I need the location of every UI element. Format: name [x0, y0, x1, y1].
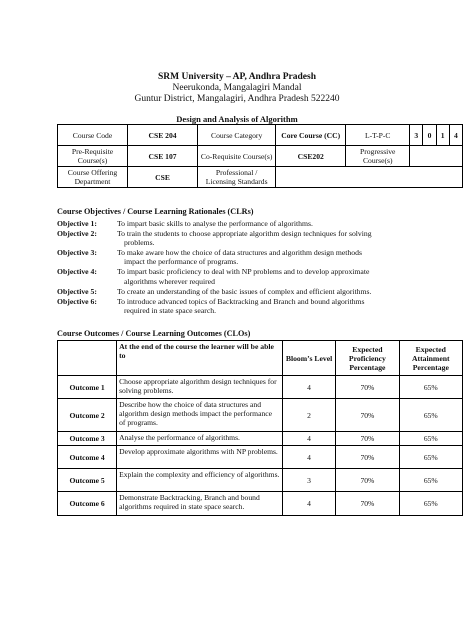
outcome-attainment: 65% [399, 492, 462, 516]
ltpc-label: L-T-P-C [346, 125, 410, 146]
objective-text-cont: problems. [124, 238, 155, 248]
outcome-level: 4 [282, 446, 335, 469]
outcome-attainment: 65% [399, 399, 462, 432]
ltpc-l: 3 [410, 125, 423, 146]
outcome-proficiency: 70% [336, 492, 399, 516]
table-row [58, 146, 463, 167]
objective-text: To train the students to choose appropriate algorithm design techniques for solving [117, 229, 372, 238]
ltpc-p: 1 [436, 125, 449, 146]
table-row [58, 432, 463, 446]
outcome-description: Describe how the choice of data structures and algorithm design methods impact the performance of programs. [117, 399, 283, 432]
objectives-heading: Course Objectives / Course Learning Rationales (CLRs) [57, 207, 254, 216]
table-header-row [58, 341, 463, 376]
outcome-proficiency: 70% [336, 446, 399, 469]
outcome-level: 4 [282, 376, 335, 399]
coreq-value: CSE202 [276, 146, 346, 167]
list-item [57, 248, 467, 266]
list-item [57, 287, 467, 296]
objective-text: To introduce advanced topics of Backtracking and Branch and bound algorithms [117, 296, 365, 306]
outcome-label: Outcome 6 [58, 492, 117, 516]
objective-label: Objective 6: [57, 296, 97, 306]
table-row [58, 167, 463, 188]
progressive-label: Progressive Course(s) [346, 146, 410, 167]
objective-text: To create an understanding of the basic issues of complex and efficient algorithms. [117, 286, 372, 296]
table-row [58, 399, 463, 432]
objective-text: To impart basic proficiency to deal with NP problems and to develop approximate [117, 267, 370, 277]
outcomes-table [57, 340, 463, 516]
objective-label: Objective 1: [57, 219, 97, 228]
outcome-proficiency: 70% [336, 469, 399, 492]
outcome-label: Outcome 1 [58, 376, 117, 399]
outcome-attainment: 65% [399, 376, 462, 399]
standards-value [276, 167, 463, 188]
outcome-proficiency: 70% [336, 432, 399, 446]
objective-text-cont: algorithms wherever required [124, 276, 215, 286]
header-description: At the end of the course the learner will be able to [117, 341, 283, 376]
outcome-attainment: 65% [399, 469, 462, 492]
objective-text-cont: required in state space search. [124, 305, 216, 315]
ltpc-t: 0 [423, 125, 436, 146]
table-row [58, 376, 463, 399]
outcome-label: Outcome 2 [58, 399, 117, 432]
list-item [57, 297, 467, 315]
objective-label: Objective 3: [57, 248, 97, 258]
table-row [58, 125, 463, 146]
ltpc-c: 4 [449, 125, 462, 146]
standards-label: Professional / Licensing Standards [198, 167, 276, 188]
course-category-value: Core Course (CC) [276, 125, 346, 146]
outcome-description: Develop approximate algorithms with NP problems. [117, 446, 283, 469]
outcome-level: 2 [282, 399, 335, 432]
outcome-attainment: 65% [399, 446, 462, 469]
address-line-2: Guntur District, Mangalagiri, Andhra Pradesh 522240 [134, 94, 340, 104]
outcome-description: Explain the complexity and efficiency of algorithms. [117, 469, 283, 492]
outcome-level: 4 [282, 492, 335, 516]
course-category-label: Course Category [198, 125, 276, 146]
offering-label: Course Offering Department [58, 167, 128, 188]
outcome-label: Outcome 5 [58, 469, 117, 492]
table-row [58, 446, 463, 469]
outcome-attainment: 65% [399, 432, 462, 446]
course-title: Design and Analysis of Algorithm [176, 114, 298, 124]
outcome-description: Choose appropriate algorithm design techniques for solving problems. [117, 376, 283, 399]
objective-text: To make aware how the choice of data structures and algorithm design methods [117, 248, 362, 258]
course-code-value: CSE 204 [128, 125, 198, 146]
outcome-label: Outcome 3 [58, 432, 117, 446]
address-line-1: Neerukonda, Mangalagiri Mandal [172, 83, 302, 93]
outcome-proficiency: 70% [336, 399, 399, 432]
header-proficiency: Expected Proficiency Percentage [336, 341, 399, 376]
outcome-description: Demonstrate Backtracking, Branch and bound algorithms required in state space search. [117, 492, 283, 516]
coreq-label: Co-Requisite Course(s) [198, 146, 276, 167]
list-item [57, 229, 467, 247]
objective-label: Objective 5: [57, 286, 97, 296]
objective-label: Objective 2: [57, 229, 97, 238]
progressive-value [410, 146, 463, 167]
prereq-label: Pre-Requisite Course(s) [58, 146, 128, 167]
table-row [58, 469, 463, 492]
objective-text-cont: impact the performance of programs. [124, 257, 239, 267]
header-blooms-level: Bloom’s Level [282, 341, 335, 376]
outcome-level: 4 [282, 432, 335, 446]
outcome-proficiency: 70% [336, 376, 399, 399]
outcome-description: Analyse the performance of algorithms. [117, 432, 283, 446]
prereq-value: CSE 107 [128, 146, 198, 167]
outcome-label: Outcome 4 [58, 446, 117, 469]
course-code-label: Course Code [58, 125, 128, 146]
university-name: SRM University – AP, Andhra Pradesh [158, 72, 316, 82]
outcomes-heading: Course Outcomes / Course Learning Outcomes (CLOs) [57, 329, 251, 338]
list-item [57, 219, 467, 228]
list-item [57, 267, 467, 285]
objectives-list [57, 219, 467, 316]
header-attainment: Expected Attainment Percentage [399, 341, 462, 376]
objective-text: To impart basic skills to analyse the performance of algorithms. [117, 219, 313, 228]
header-blank [58, 341, 117, 376]
outcome-level: 3 [282, 469, 335, 492]
objective-label: Objective 4: [57, 267, 97, 277]
course-info-table [57, 124, 463, 188]
offering-value: CSE [128, 167, 198, 188]
table-row [58, 492, 463, 516]
